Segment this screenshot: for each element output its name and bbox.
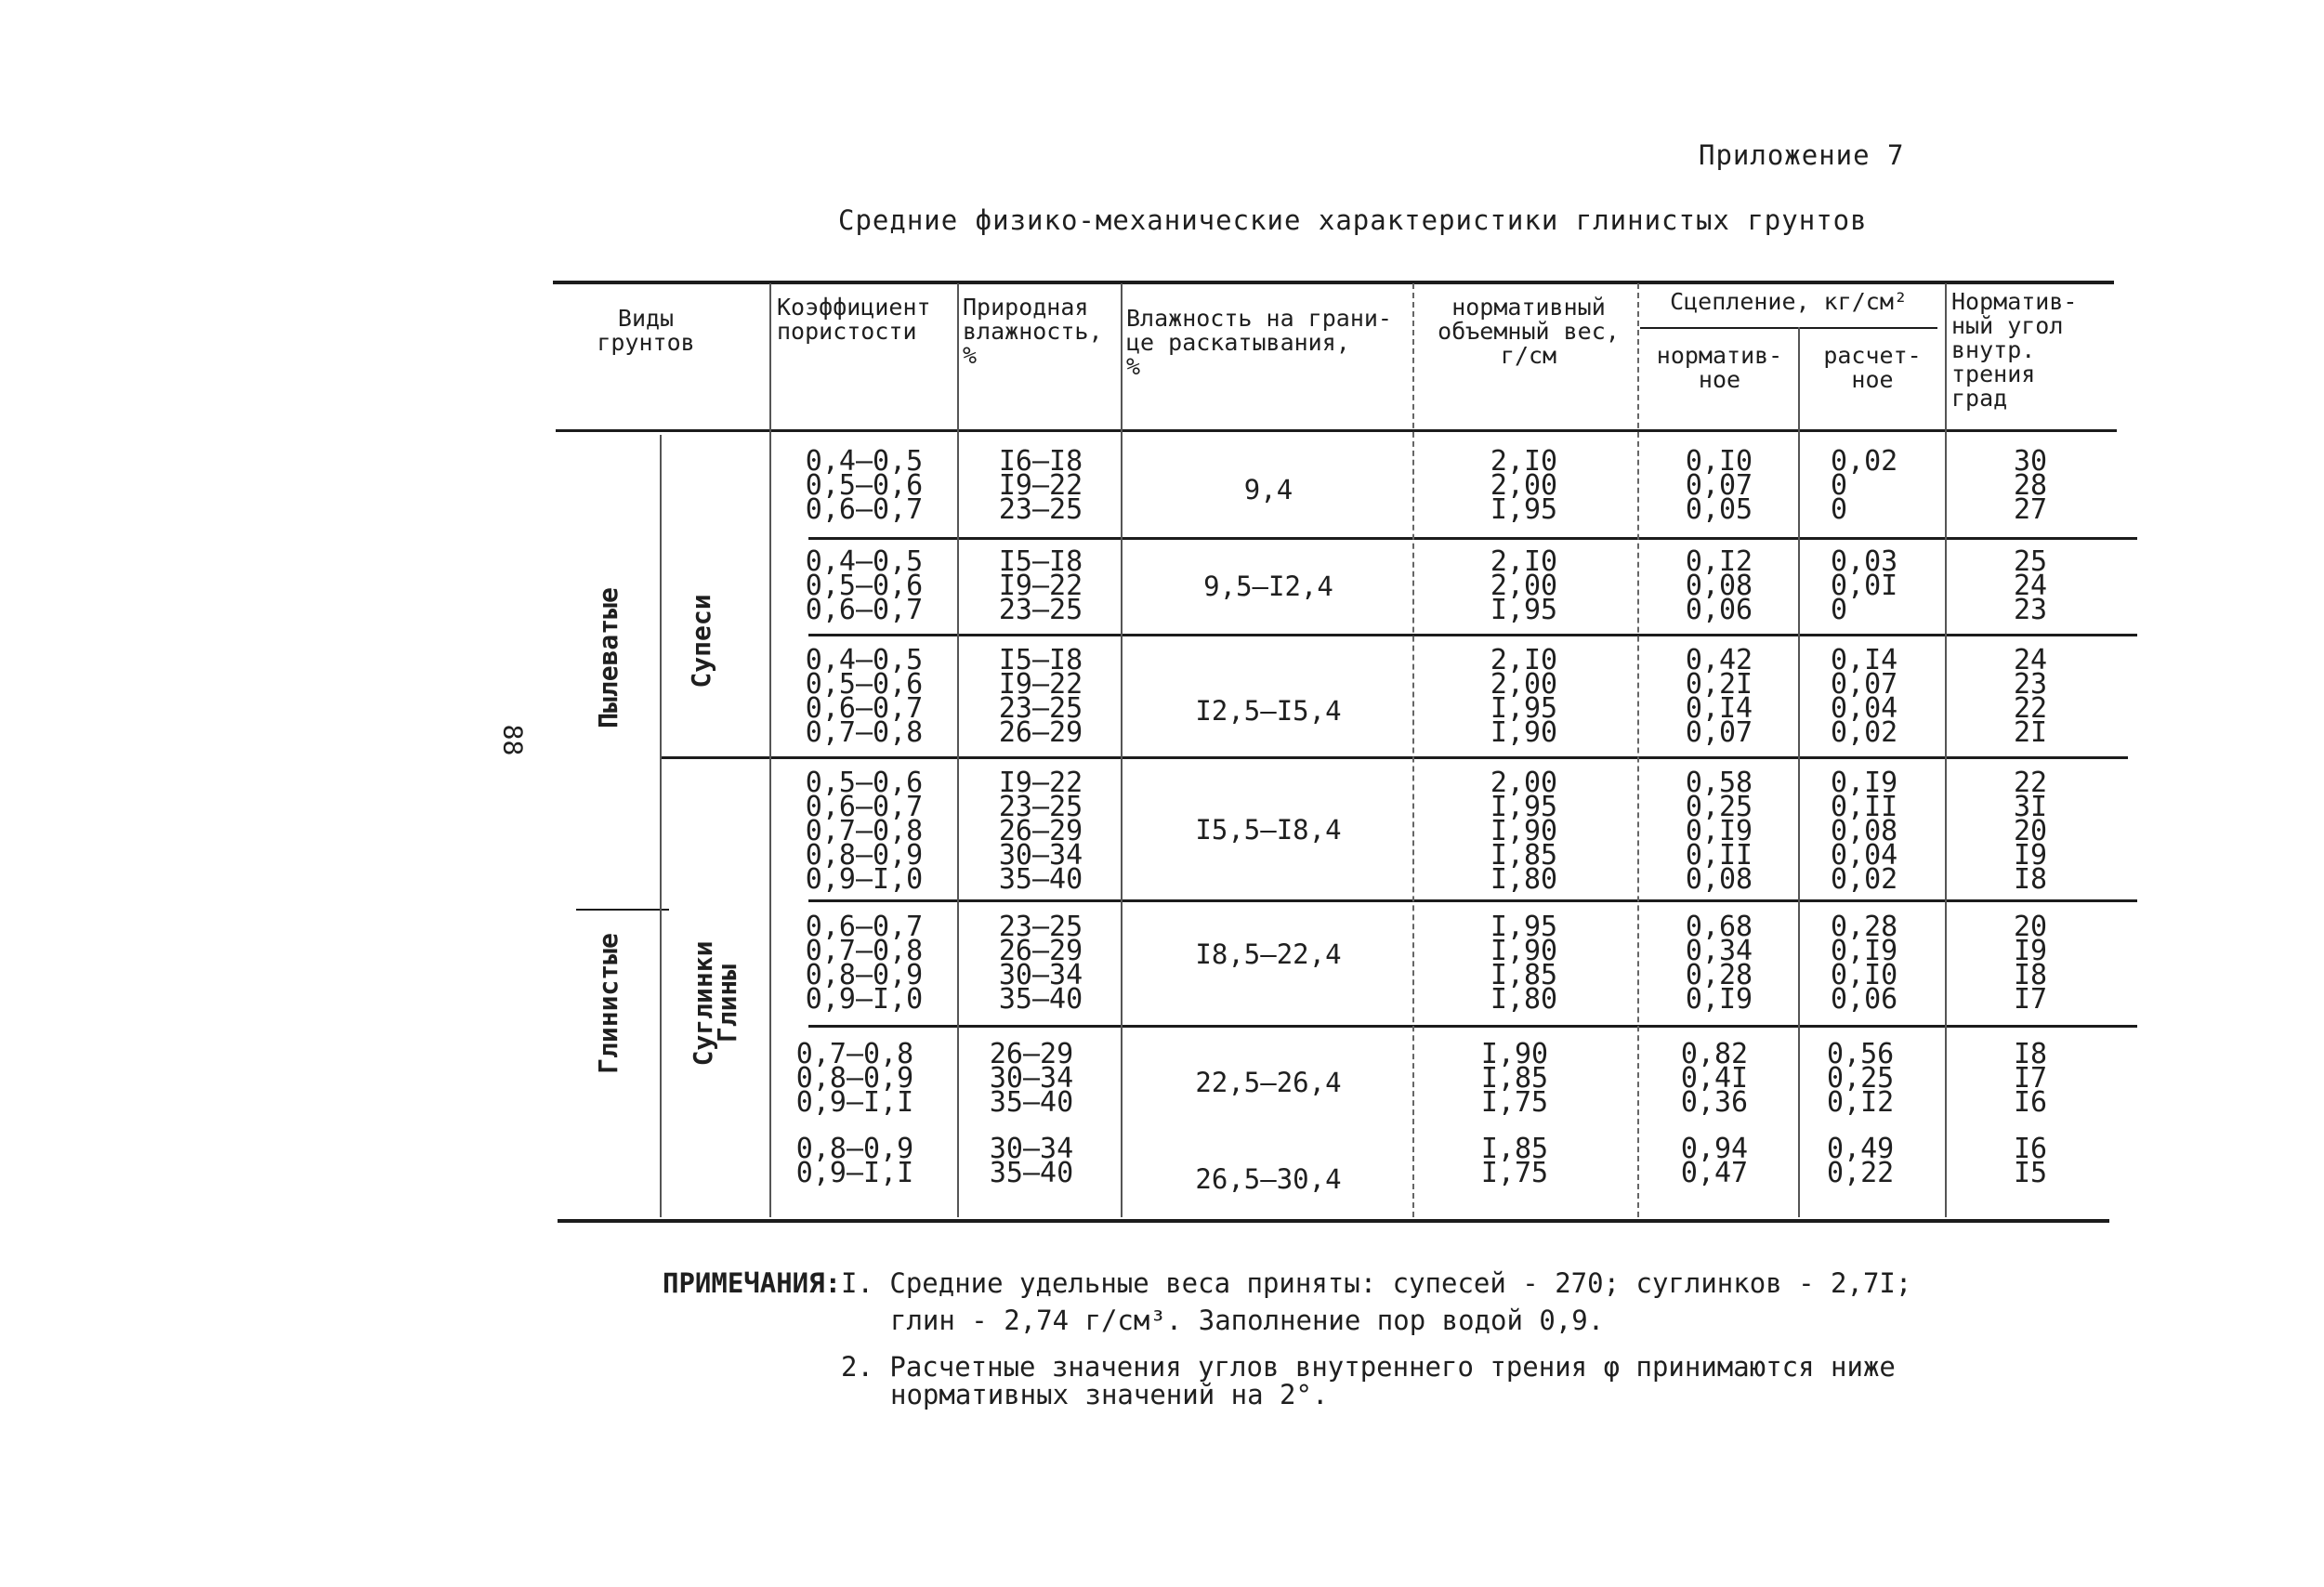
cell-cohesion-normative: 0,58 0,25 0,I9 0,II 0,08 [1685, 767, 1753, 896]
header-soil-types: Виды грунтов [597, 305, 695, 356]
cell-unit-weight: 2,00 I,95 I,90 I,85 I,80 [1490, 767, 1558, 896]
cell-cohesion-normative: 0,I0 0,07 0,05 [1685, 445, 1753, 526]
table-bottom-rule [558, 1219, 2109, 1223]
cell-plastic-limit: I8,5–22,4 [1195, 938, 1342, 970]
cell-cohesion-normative: 0,I2 0,08 0,06 [1685, 545, 1753, 626]
cell-porosity: 0,6–0,7 0,7–0,8 0,8–0,9 0,9–I,0 [805, 911, 924, 1016]
category-divider [576, 909, 669, 911]
cell-moisture: 26–29 30–34 35–40 [989, 1038, 1074, 1119]
cell-cohesion-calculated: 0,02 0 0 [1831, 445, 1898, 526]
cell-cohesion-calculated: 0,56 0,25 0,I2 [1827, 1038, 1895, 1119]
cell-unit-weight: I,95 I,90 I,85 I,80 [1490, 911, 1558, 1016]
header-plastic-limit: Влажность на грани- це раскатывания, % [1126, 305, 1392, 380]
table-top-rule [553, 281, 2114, 284]
cell-moisture: I5–I8 I9–22 23–25 26–29 [998, 644, 1083, 749]
row-rule-2 [808, 634, 2137, 636]
col-sep-category [660, 435, 662, 1217]
cell-moisture: 23–25 26–29 30–34 35–40 [998, 911, 1083, 1016]
cell-moisture: I9–22 23–25 26–29 30–34 35–40 [998, 767, 1083, 896]
cell-unit-weight: 2,I0 2,00 I,95 I,90 [1490, 644, 1558, 749]
cell-porosity: 0,4–0,5 0,5–0,6 0,6–0,7 [805, 545, 924, 626]
cell-friction-angle: 20 I9 I8 I7 [2013, 911, 2048, 1016]
cell-unit-weight: 2,I0 2,00 I,95 [1490, 545, 1558, 626]
cohesion-sub-rule [1640, 327, 1937, 329]
cell-porosity: 0,7–0,8 0,8–0,9 0,9–I,I [795, 1038, 914, 1119]
col-sep-cohesion-sub [1798, 327, 1800, 1217]
cell-friction-angle: 25 24 23 [2013, 545, 2048, 626]
cell-friction-angle: I6 I5 [2013, 1133, 2048, 1189]
cell-porosity: 0,4–0,5 0,5–0,6 0,6–0,7 [805, 445, 924, 526]
header-cohesion-normative: норматив- ное [1656, 342, 1783, 393]
page-title: Средние физико-механические характеристики глинистых грунтов [838, 204, 1868, 236]
cell-friction-angle: 24 23 22 2I [2013, 644, 2048, 749]
header-unit-weight: нормативный объемный вес, г/см [1438, 294, 1620, 369]
cell-plastic-limit: I2,5–I5,4 [1195, 695, 1342, 727]
cell-friction-angle: I8 I7 I6 [2013, 1038, 2048, 1119]
cell-cohesion-calculated: 0,I9 0,II 0,08 0,04 0,02 [1831, 767, 1898, 896]
side-label-loam-clay: Суглинки Глины [688, 940, 742, 1067]
col-sep-limit [1121, 283, 1123, 1217]
side-label-sandy-loam: Супеси [686, 594, 716, 689]
note-2-line-1: 2. Расчетные значения углов внутреннего трения φ принимаются ниже [841, 1351, 1896, 1383]
cell-plastic-limit: 22,5–26,4 [1195, 1067, 1342, 1098]
cell-cohesion-calculated: 0,28 0,I9 0,I0 0,06 [1831, 911, 1898, 1016]
cell-friction-angle: 22 3I 20 I9 I8 [2013, 767, 2048, 896]
cell-moisture: I5–I8 I9–22 23–25 [998, 545, 1083, 626]
note-1-line-1: I. Средние удельные веса приняты: супесей - 270; суглинков - 2,7I; [841, 1267, 1912, 1299]
header-friction-angle: Норматив- ный угол внутр. трения град [1951, 288, 2078, 412]
cell-cohesion-normative: 0,94 0,47 [1680, 1133, 1749, 1189]
note-1-line-2: глин - 2,74 г/см³. Заполнение пор водой 0,9. [890, 1305, 1605, 1336]
cell-plastic-limit: I5,5–I8,4 [1195, 814, 1342, 846]
cell-porosity: 0,5–0,6 0,6–0,7 0,7–0,8 0,8–0,9 0,9–I,0 [805, 767, 924, 896]
cell-cohesion-normative: 0,82 0,4I 0,36 [1680, 1038, 1749, 1119]
cell-unit-weight: I,90 I,85 I,75 [1480, 1038, 1549, 1119]
cell-cohesion-calculated: 0,03 0,0I 0 [1831, 545, 1898, 626]
appendix-label: Приложение 7 [1699, 139, 1905, 171]
cell-porosity: 0,4–0,5 0,5–0,6 0,6–0,7 0,7–0,8 [805, 644, 924, 749]
row-rule-5 [808, 1025, 2137, 1028]
cell-plastic-limit: 9,5–I2,4 [1203, 571, 1333, 602]
cell-porosity: 0,8–0,9 0,9–I,I [795, 1133, 914, 1189]
cell-moisture: 30–34 35–40 [989, 1133, 1074, 1189]
row-rule-3 [660, 756, 2128, 759]
cell-moisture: I6–I8 I9–22 23–25 [998, 445, 1083, 526]
page-number: 88 [497, 724, 529, 756]
side-label-clayey: Глинистые [593, 933, 624, 1074]
header-cohesion: Сцепление, кг/см² [1670, 288, 1908, 315]
cell-friction-angle: 30 28 27 [2013, 445, 2048, 526]
note-2-line-2: нормативных значений на 2°. [890, 1379, 1329, 1410]
header-cohesion-calculated: расчет- ное [1823, 342, 1922, 393]
cell-unit-weight: 2,I0 2,00 I,95 [1490, 445, 1558, 526]
col-sep-cohesion [1637, 283, 1639, 1217]
cell-cohesion-calculated: 0,49 0,22 [1827, 1133, 1895, 1189]
header-moisture: Природная влажность, % [963, 294, 1103, 369]
side-label-dusty: Пылеватые [593, 587, 624, 728]
notes-label: ПРИМЕЧАНИЯ: [663, 1267, 842, 1299]
cell-cohesion-calculated: 0,I4 0,07 0,04 0,02 [1831, 644, 1898, 749]
cell-plastic-limit: 26,5–30,4 [1195, 1163, 1342, 1195]
cell-plastic-limit: 9,4 [1243, 474, 1293, 505]
cell-cohesion-normative: 0,68 0,34 0,28 0,I9 [1685, 911, 1753, 1016]
cell-unit-weight: I,85 I,75 [1480, 1133, 1549, 1189]
header-bottom-rule [556, 429, 2117, 432]
cell-cohesion-normative: 0,42 0,2I 0,I4 0,07 [1685, 644, 1753, 749]
header-porosity: Коэффициент пористости [777, 294, 931, 345]
row-rule-1 [808, 537, 2137, 540]
row-rule-4 [808, 899, 2137, 902]
